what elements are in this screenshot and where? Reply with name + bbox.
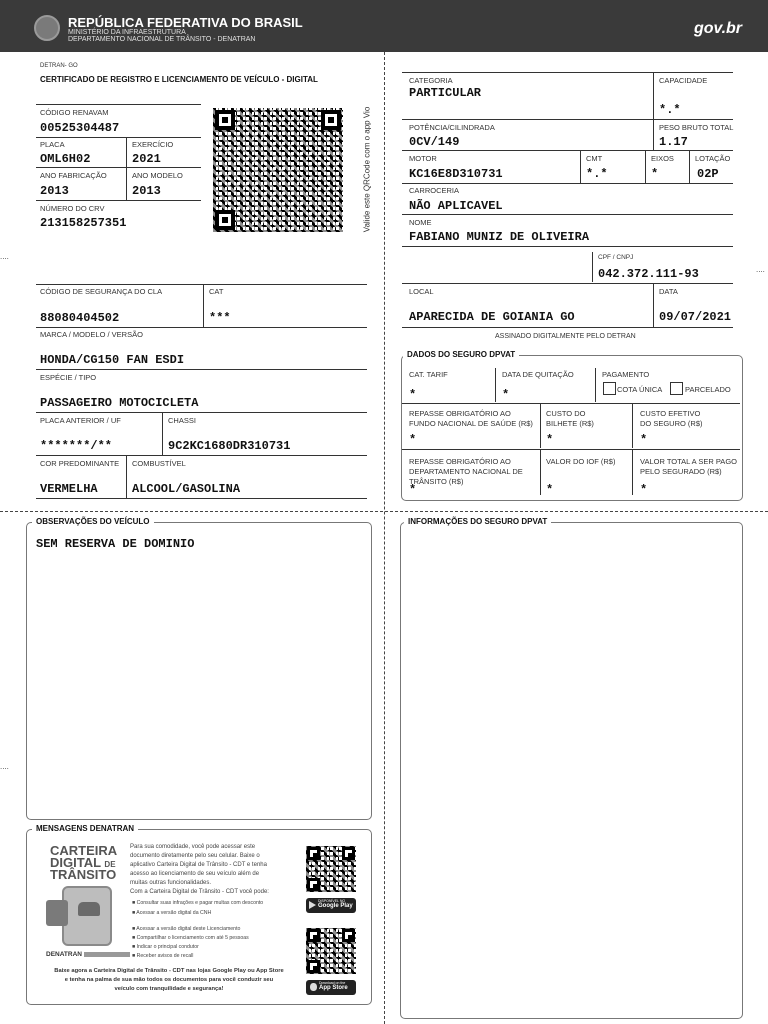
data-label: DATA <box>659 287 678 296</box>
peso-value: 1.17 <box>659 135 688 149</box>
margin-marks: .... <box>0 252 9 261</box>
google-play-badge-small: DISPONÍVEL NO <box>318 899 346 903</box>
ano-modelo-label: ANO MODELO <box>132 171 183 180</box>
fns-label-1: REPASSE OBRIGATÓRIO AO <box>409 409 511 418</box>
msg-bullet-3-text: Acessar a versão digital deste Licenciamento <box>136 926 241 932</box>
denatran-logo: DENATRAN <box>46 951 82 958</box>
header-department: DEPARTAMENTO NACIONAL DE TRÂNSITO - DENATRAN <box>68 36 256 43</box>
data-quitacao-value: * <box>502 388 510 402</box>
divider <box>36 369 367 370</box>
local-label: LOCAL <box>409 287 434 296</box>
divider <box>162 413 163 455</box>
ano-fabricacao-label: ANO FABRICAÇÃO <box>40 171 107 180</box>
exercicio-label: EXERCÍCIO <box>132 140 174 149</box>
divider <box>36 327 367 328</box>
cla-value: 88080404502 <box>40 311 120 325</box>
msg-bullet-4: ■ Compartilhar o licenciamento com até 5 pessoas <box>132 935 249 941</box>
potencia-label: POTÊNCIA/CILINDRADA <box>409 123 495 132</box>
google-play-badge[interactable] <box>306 898 356 913</box>
horizontal-cut-line <box>0 511 768 512</box>
capacidade-value: *.* <box>659 103 681 117</box>
validation-qr-code <box>213 108 343 232</box>
cat-value: *** <box>209 311 231 325</box>
eixos-value: * <box>651 167 659 181</box>
iof-label: VALOR DO IOF (R$) <box>546 457 616 466</box>
carroceria-value: NÃO APLICAVEL <box>409 199 503 213</box>
cota-unica-label: COTA ÚNICA <box>617 385 663 394</box>
qr-caption: Valide este QRCode com o app Vio <box>362 106 372 233</box>
divider <box>126 138 127 200</box>
efetivo-label-1: CUSTO EFETIVO <box>640 409 701 418</box>
potencia-value: 0CV/149 <box>409 135 460 149</box>
total-value: * <box>640 483 648 497</box>
divider <box>402 150 733 151</box>
efetivo-label-2: DO SEGURO (R$) <box>640 419 703 428</box>
carroceria-label: CARROCERIA <box>409 186 460 195</box>
cat-tarif-value: * <box>409 388 417 402</box>
motor-value: KC16E8D310731 <box>409 167 503 181</box>
renavam-label: CÓDIGO RENAVAM <box>40 108 109 117</box>
divider <box>632 450 633 495</box>
total-label-2: PELO SEGURADO (R$) <box>640 467 722 476</box>
divider <box>592 252 593 282</box>
google-play-qr-code <box>306 846 356 892</box>
cor-label: COR PREDOMINANTE <box>40 459 120 468</box>
placa-anterior-value: *******/** <box>40 439 113 453</box>
divider <box>402 214 733 215</box>
ano-modelo-value: 2013 <box>132 184 161 198</box>
divider <box>632 404 633 448</box>
msg-paragraph-2: documento diretamente pelo seu celular. Baixe o <box>130 853 260 859</box>
eixos-label: EIXOS <box>651 154 674 163</box>
nome-label: NOME <box>409 218 432 227</box>
denatran-label-1: REPASSE OBRIGATÓRIO AO <box>409 457 511 466</box>
renavam-value: 00525304487 <box>40 121 120 135</box>
divider <box>36 167 201 168</box>
info-dpvat-panel <box>400 522 743 1019</box>
coat-of-arms-icon <box>34 15 60 41</box>
app-store-badge[interactable] <box>306 980 356 995</box>
categoria-value: PARTICULAR <box>409 86 482 100</box>
margin-marks: .... <box>756 265 765 274</box>
cdt-logo-digital: DIGITAL <box>50 855 101 870</box>
divider <box>402 72 733 73</box>
header-title: REPÚBLICA FEDERATIVA DO BRASIL <box>68 15 303 30</box>
divider <box>402 327 733 328</box>
car-icon <box>78 902 100 916</box>
msg-bullet-5: ■ Indicar o principal condutor <box>132 944 199 950</box>
bilhete-label-1: CUSTO DO <box>546 409 586 418</box>
divider <box>645 151 646 184</box>
header-ministry: MINISTÉRIO DA INFRAESTRUTURA <box>68 29 186 36</box>
divider <box>402 403 740 404</box>
divider <box>653 73 654 119</box>
divider <box>402 449 740 450</box>
denatran-value: * <box>409 483 417 497</box>
cdt-logo-de: DE <box>104 860 116 869</box>
partner-logos <box>84 952 130 957</box>
msg-footer-2: e tenha na palma de sua mão todos os documentos para você conduzir seu <box>64 977 274 983</box>
cla-label: CÓDIGO DE SEGURANÇA DO CLA <box>40 287 163 296</box>
divider <box>402 183 733 184</box>
cdt-logo-line3: TRÂNSITO <box>50 867 117 882</box>
especie-value: PASSAGEIRO MOTOCICLETA <box>40 396 199 410</box>
iof-value: * <box>546 483 554 497</box>
dpvat-title: DADOS DO SEGURO DPVAT <box>403 350 519 359</box>
placa-label: PLACA <box>40 140 65 149</box>
divider <box>126 456 127 498</box>
msg-bullet-4-text: Compartilhar o licenciamento com até 5 pessoas <box>136 935 249 941</box>
chassi-value: 9C2KC1680DR310731 <box>168 439 291 453</box>
divider <box>36 137 201 138</box>
lotacao-value: 02P <box>697 167 719 181</box>
placa-value: OML6H02 <box>40 152 91 166</box>
divider <box>540 450 541 495</box>
app-store-badge-label: App Store <box>319 985 348 991</box>
combustivel-label: COMBUSTÍVEL <box>132 459 186 468</box>
apple-icon <box>310 983 317 991</box>
cpf-value: 042.372.111-93 <box>598 267 699 281</box>
assinado-text: ASSINADO DIGITALMENTE PELO DETRAN <box>495 333 636 340</box>
peso-label: PESO BRUTO TOTAL <box>659 123 734 132</box>
data-value: 09/07/2021 <box>659 310 732 324</box>
divider <box>36 498 367 499</box>
divider <box>36 104 201 105</box>
divider <box>36 284 367 285</box>
google-play-badge-label: Google Play <box>318 903 353 909</box>
margin-marks: .... <box>0 762 9 771</box>
categoria-label: CATEGORIA <box>409 76 453 85</box>
ano-fabricacao-value: 2013 <box>40 184 69 198</box>
msg-bullet-2-text: Acessar a versão digital da CNH <box>136 910 212 916</box>
msg-footer-3: veículo com tranquilidade e segurança! <box>114 986 224 992</box>
divider <box>36 455 367 456</box>
bilhete-value: * <box>546 433 554 447</box>
nome-value: FABIANO MUNIZ DE OLIVEIRA <box>409 230 590 244</box>
msg-paragraph-6: Com a Carteira Digital de Trânsito - CDT você pode: <box>130 889 269 895</box>
cmt-value: *.* <box>586 167 608 181</box>
divider <box>653 120 654 150</box>
cpf-label: CPF / CNPJ <box>598 254 634 261</box>
msg-paragraph-3: aplicativo Carteira Digital de Trânsito - CDT e tenha <box>130 862 267 868</box>
divider <box>402 246 733 247</box>
msg-bullet-3: ■ Acessar a versão digital deste Licenciamento <box>132 926 241 932</box>
fns-label-2: FUNDO NACIONAL DE SAÚDE (R$) <box>409 419 533 428</box>
cat-label: CAT <box>209 287 224 296</box>
info-dpvat-title: INFORMAÇÕES DO SEGURO DPVAT <box>404 517 551 526</box>
marca-label: MARCA / MODELO / VERSÃO <box>40 330 143 339</box>
denatran-label-3: TRÂNSITO (R$) <box>409 477 464 486</box>
divider <box>595 368 596 402</box>
govbr-logo: gov.br <box>694 20 743 37</box>
divider <box>653 284 654 328</box>
msg-bullet-1: ■ Consultar suas infrações e pagar multas com desconto <box>132 900 264 906</box>
data-quitacao-label: DATA DE QUITAÇÃO <box>502 370 574 379</box>
msg-footer-1: Baixe agora a Carteira Digital de Trânsito - CDT nas lojas Google Play ou App Store <box>54 968 284 974</box>
divider <box>580 151 581 184</box>
local-value: APARECIDA DE GOIANIA GO <box>409 310 575 324</box>
person-icon <box>46 900 68 926</box>
motor-label: MOTOR <box>409 154 437 163</box>
divider <box>402 283 733 284</box>
msg-paragraph-4: acesso ao licenciamento de seu veículo além de <box>130 871 260 877</box>
cat-tarif-label: CAT. TARIF <box>409 370 448 379</box>
divider <box>495 368 496 402</box>
msg-bullet-2: ■ Acessar a versão digital da CNH <box>132 910 212 916</box>
msg-bullet-6: ■ Receber avisos de recall <box>132 953 194 959</box>
observacoes-title: OBSERVAÇÕES DO VEÍCULO <box>32 517 154 526</box>
msg-bullet-6-text: Receber avisos de recall <box>136 953 194 959</box>
divider <box>36 412 367 413</box>
app-store-badge-small: Download on the <box>319 981 346 985</box>
parcelado-label: PARCELADO <box>685 385 731 394</box>
mensagens-title: MENSAGENS DENATRAN <box>32 824 138 833</box>
especie-label: ESPÉCIE / TIPO <box>40 373 97 382</box>
total-label-1: VALOR TOTAL A SER PAGO <box>640 457 737 466</box>
chassi-label: CHASSI <box>168 416 196 425</box>
crv-value: 213158257351 <box>40 216 127 230</box>
play-icon <box>309 901 316 909</box>
divider <box>402 119 733 120</box>
capacidade-label: CAPACIDADE <box>659 76 708 85</box>
lotacao-label: LOTAÇÃO <box>695 154 731 163</box>
msg-paragraph-1: Para sua comodidade, você pode acessar este <box>130 844 256 850</box>
combustivel-value: ALCOOL/GASOLINA <box>132 482 241 496</box>
bilhete-label-2: BILHETE (R$) <box>546 419 594 428</box>
msg-bullet-5-text: Indicar o principal condutor <box>136 944 199 950</box>
cmt-label: CMT <box>586 154 603 163</box>
document-title: CERTIFICADO DE REGISTRO E LICENCIAMENTO DE VEÍCULO - DIGITAL <box>40 75 318 84</box>
phone-illustration-icon <box>62 886 112 946</box>
msg-bullet-1-text: Consultar suas infrações e pagar multas com desconto <box>136 900 264 906</box>
observacoes-panel <box>26 522 372 820</box>
efetivo-value: * <box>640 433 648 447</box>
cota-unica-checkbox[interactable] <box>603 382 616 395</box>
app-store-qr-code <box>306 928 356 974</box>
divider <box>36 200 201 201</box>
placa-anterior-label: PLACA ANTERIOR / UF <box>40 416 121 425</box>
parcelado-checkbox[interactable] <box>670 382 683 395</box>
denatran-label-2: DEPARTAMENTO NACIONAL DE <box>409 467 523 476</box>
fns-value: * <box>409 433 417 447</box>
divider <box>540 404 541 448</box>
observacoes-text: SEM RESERVA DE DOMINIO <box>36 537 195 551</box>
divider <box>203 285 204 327</box>
cdt-logo-line1: CARTEIRA <box>50 843 118 858</box>
divider <box>689 151 690 184</box>
msg-paragraph-5: muitas outras funcionalidades. <box>130 880 212 886</box>
crv-label: NÚMERO DO CRV <box>40 204 105 213</box>
vertical-cut-line <box>384 52 385 1024</box>
pagamento-label: PAGAMENTO <box>602 370 650 379</box>
marca-value: HONDA/CG150 FAN ESDI <box>40 353 185 367</box>
exercicio-value: 2021 <box>132 152 161 166</box>
cor-value: VERMELHA <box>40 482 98 496</box>
detran-label: DETRAN- GO <box>40 63 78 69</box>
